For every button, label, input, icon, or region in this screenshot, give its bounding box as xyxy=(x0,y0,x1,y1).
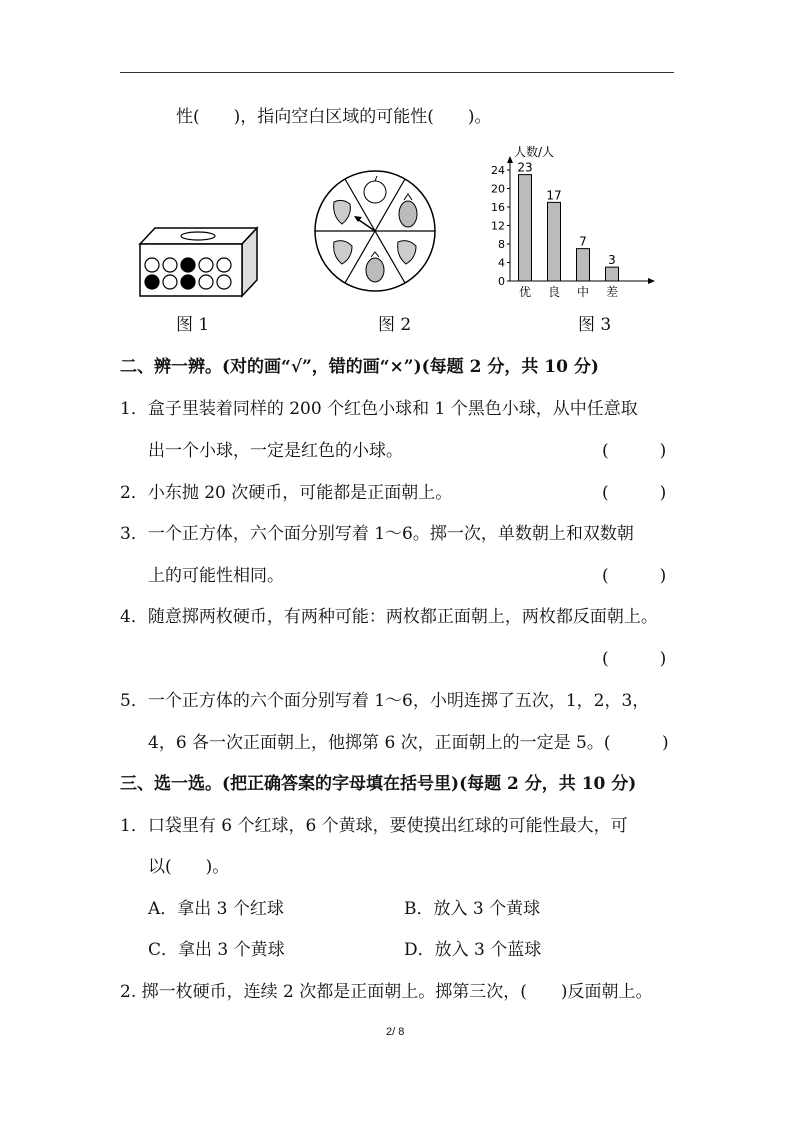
chart-category-label: 优 xyxy=(518,285,532,299)
section-2-heading: 二、辨一辨。(对的画“√”，错的画“×”)(每题 2 分，共 10 分) xyxy=(120,357,599,377)
chart-category-label: 差 xyxy=(605,285,619,299)
figure-2-spinner xyxy=(312,168,438,294)
chart-y-tick-label: 20 xyxy=(491,182,505,196)
chart-data-label: 17 xyxy=(546,188,562,203)
s3-question-1-line-2: 以( )。 xyxy=(148,857,230,877)
chart-bar xyxy=(519,175,532,281)
s3-option-d: D．放入 3 个蓝球 xyxy=(404,940,542,960)
s2-answer-blank-1[interactable]: ( ) xyxy=(602,441,667,461)
chart-y-tick-label: 0 xyxy=(498,275,505,288)
chart-y-tick-label: 12 xyxy=(491,219,505,233)
chart-category-label: 中 xyxy=(576,285,590,299)
s2-answer-blank-3[interactable]: ( ) xyxy=(602,566,667,586)
s2-question-5-line-2: 4，6 各一次正面朝上，他掷第 6 次，正面朝上的一定是 5。( xyxy=(148,733,611,753)
s2-question-1-line-1: 1．盒子里装着同样的 200 个红色小球和 1 个黑色小球，从中任意取 xyxy=(120,399,638,419)
chart-y-tick-label: 4 xyxy=(498,256,505,270)
ball-white xyxy=(145,258,159,272)
s3-option-c: C．拿出 3 个黄球 xyxy=(148,940,285,960)
page-number: 2/ 8 xyxy=(386,1026,405,1038)
figure-2-label: 图 2 xyxy=(378,315,412,335)
figure-1-label: 图 1 xyxy=(176,315,210,335)
s2-answer-blank-5-close[interactable]: ) xyxy=(662,733,669,753)
s2-question-1-line-2: 出一个小球，一定是红色的小球。 xyxy=(148,441,403,461)
header-rule xyxy=(120,72,674,73)
s2-answer-blank-2[interactable]: ( ) xyxy=(602,483,667,503)
chart-y-axis-arrow xyxy=(507,156,513,163)
chart-data-label: 7 xyxy=(579,234,587,249)
figure-3-label: 图 3 xyxy=(578,315,612,335)
ball-white xyxy=(163,258,177,272)
s3-option-a: A．拿出 3 个红球 xyxy=(148,899,284,919)
chart-y-tick-label: 24 xyxy=(491,164,505,177)
chart-data-label: 23 xyxy=(517,160,533,175)
ball-white xyxy=(199,258,213,272)
figure-1-box xyxy=(135,220,265,300)
chart-bar xyxy=(548,202,561,281)
chart-y-tick-label: 16 xyxy=(491,201,505,214)
chart-ylabel: 人数/人 xyxy=(514,145,555,159)
ball-black xyxy=(145,275,159,289)
chart-y-tick-label: 8 xyxy=(498,238,505,251)
chart-bar xyxy=(606,267,619,281)
section-3-heading: 三、选一选。(把正确答案的字母填在括号里)(每题 2 分，共 10 分) xyxy=(120,774,637,794)
figure-3-bar-chart xyxy=(480,140,660,300)
s2-question-3-line-2: 上的可能性相同。 xyxy=(148,566,284,586)
ball-white xyxy=(217,258,231,272)
ball-white xyxy=(163,275,177,289)
s3-option-b: B．放入 3 个黄球 xyxy=(404,899,541,919)
chart-category-label: 良 xyxy=(547,285,561,299)
s2-question-5-line-1: 5．一个正方体的六个面分别写着 1～6，小明连掷了五次，1，2，3， xyxy=(120,691,650,711)
ball-black xyxy=(181,275,195,289)
ball-white xyxy=(199,275,213,289)
s2-answer-blank-4[interactable]: ( ) xyxy=(602,649,667,669)
ball-black xyxy=(181,258,195,272)
s3-question-1-line-1: 1．口袋里有 6 个红球，6 个黄球，要使摸出红球的可能性最大，可 xyxy=(120,816,628,836)
ball-white xyxy=(217,275,231,289)
box-opening xyxy=(181,232,215,240)
chart-data-label: 3 xyxy=(608,253,616,268)
chart-x-axis-arrow xyxy=(648,278,655,284)
chart-bar xyxy=(577,249,590,281)
s2-question-3-line-1: 3．一个正方体，六个面分别写着 1～6。掷一次，单数朝上和双数朝 xyxy=(120,524,634,544)
s2-question-2: 2．小东抛 20 次硬币，可能都是正面朝上。 xyxy=(120,483,453,503)
s3-question-2: 2. 掷一枚硬币，连续 2 次都是正面朝上。掷第三次，( )反面朝上。 xyxy=(120,982,653,1002)
continued-question-line: 性( )，指向空白区域的可能性( )。 xyxy=(176,107,492,127)
s2-question-4: 4．随意掷两枚硬币，有两种可能：两枚都正面朝上，两枚都反面朝上。 xyxy=(120,607,658,627)
